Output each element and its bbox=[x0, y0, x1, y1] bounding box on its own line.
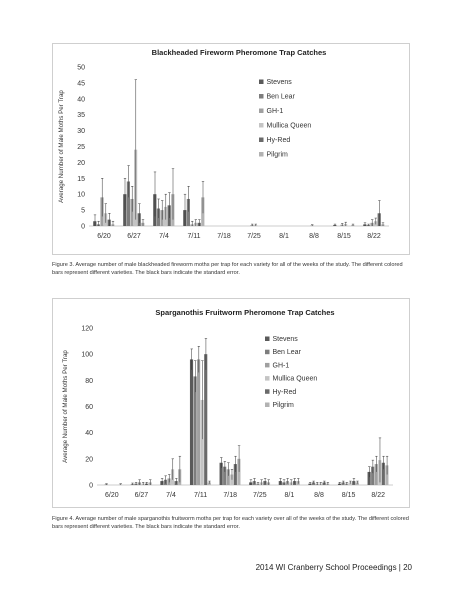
legend-label: Mullica Queen bbox=[266, 122, 312, 130]
bar-ben-lear-7-11 bbox=[193, 376, 196, 485]
x-tick-label: 6/20 bbox=[97, 233, 111, 240]
chart-sparganothis-fruitworm bbox=[52, 298, 410, 508]
y-tick-label: 50 bbox=[77, 64, 85, 72]
legend-label: GH-1 bbox=[272, 362, 290, 370]
legend-label: Hy-Red bbox=[266, 137, 291, 144]
legend-label: Hy-Red bbox=[272, 388, 297, 396]
legend-label: Pilgrim bbox=[272, 402, 294, 409]
legend-swatch bbox=[259, 80, 264, 85]
x-tick-label: 7/4 bbox=[159, 233, 169, 240]
y-tick-label: 5 bbox=[81, 207, 85, 215]
x-tick-label: 8/1 bbox=[279, 233, 289, 240]
x-tick-label: 7/25 bbox=[252, 492, 267, 499]
y-tick-label: 20 bbox=[85, 456, 93, 464]
y-tick-label: 40 bbox=[77, 96, 85, 104]
y-tick-label: 40 bbox=[85, 430, 93, 438]
legend-label: Stevens bbox=[266, 79, 292, 86]
y-axis-label: Average Number of Male Moths Per Trap bbox=[62, 350, 69, 463]
legend-swatch bbox=[259, 94, 264, 99]
y-tick-label: 10 bbox=[77, 191, 85, 199]
chart-title: Blackheaded Fireworm Pheromone Trap Catches bbox=[151, 48, 327, 57]
x-tick-label: 7/18 bbox=[223, 492, 238, 499]
x-tick-label: 8/1 bbox=[284, 492, 295, 499]
bar-stevens-7-11 bbox=[190, 359, 193, 485]
figure4-caption: Figure 4. Average number of male sparganothis fruitworm moths per trap for each variety over all of the weeks of the study. The different colored bars represent different varieties. The black bars indicate the standard error. bbox=[52, 516, 409, 530]
x-tick-label: 6/27 bbox=[127, 233, 141, 240]
legend-swatch bbox=[265, 403, 270, 408]
legend-label: Ben Lear bbox=[272, 349, 301, 357]
legend-label: Pilgrim bbox=[266, 151, 288, 159]
x-tick-label: 8/15 bbox=[341, 492, 356, 499]
legend-swatch bbox=[259, 152, 264, 157]
y-tick-label: 15 bbox=[77, 175, 85, 183]
chart-title: Sparganothis Fruitworm Pheromone Trap Catches bbox=[155, 308, 335, 317]
y-tick-label: 100 bbox=[81, 351, 93, 359]
y-tick-label: 80 bbox=[85, 377, 93, 385]
x-tick-label: 7/11 bbox=[194, 492, 208, 499]
legend-swatch bbox=[259, 138, 264, 143]
bar-hy-red-7-11 bbox=[204, 354, 207, 485]
legend-label: GH-1 bbox=[266, 108, 284, 115]
legend-swatch bbox=[265, 350, 270, 355]
x-tick-label: 6/20 bbox=[104, 492, 119, 499]
y-tick-label: 60 bbox=[85, 404, 93, 411]
x-tick-label: 7/25 bbox=[247, 233, 261, 240]
legend-swatch bbox=[265, 376, 270, 381]
x-tick-label: 7/18 bbox=[217, 233, 231, 240]
y-tick-label: 30 bbox=[77, 128, 85, 136]
y-tick-label: 120 bbox=[81, 325, 93, 333]
legend-label: Stevens bbox=[272, 336, 298, 343]
legend-label: Mullica Queen bbox=[272, 375, 318, 383]
x-tick-label: 7/4 bbox=[166, 492, 176, 499]
legend-swatch bbox=[259, 123, 264, 128]
x-tick-label: 8/15 bbox=[337, 233, 351, 240]
y-tick-label: 0 bbox=[89, 482, 93, 490]
x-tick-label: 8/22 bbox=[371, 492, 386, 499]
x-tick-label: 6/27 bbox=[134, 492, 149, 499]
y-tick-label: 35 bbox=[77, 112, 85, 120]
y-tick-label: 20 bbox=[77, 159, 85, 167]
chart2-svg bbox=[53, 299, 409, 507]
x-tick-label: 7/11 bbox=[187, 233, 201, 240]
chart1-svg bbox=[53, 44, 409, 254]
page-footer: 2014 WI Cranberry School Proceedings | 20 bbox=[255, 563, 412, 572]
x-tick-label: 8/8 bbox=[314, 492, 324, 499]
legend-label: Ben Lear bbox=[266, 93, 295, 101]
bar-gh-1-7-11 bbox=[197, 359, 200, 485]
legend-swatch bbox=[259, 109, 264, 114]
legend-swatch bbox=[265, 389, 270, 394]
legend-swatch bbox=[265, 337, 270, 342]
legend-swatch bbox=[265, 363, 270, 368]
figure3-caption: Figure 3. Average number of male blackheaded fireworm moths per trap for each variety for all of the weeks of the study. The different colored bars represent different varieties. The black bars indicate the standard error. bbox=[52, 262, 403, 276]
x-tick-label: 8/8 bbox=[309, 233, 319, 240]
y-axis-label: Average Number of Male Moths Per Trap bbox=[58, 90, 65, 203]
y-tick-label: 0 bbox=[81, 223, 85, 231]
y-tick-label: 45 bbox=[77, 80, 85, 88]
chart-blackheaded-fireworm bbox=[52, 43, 410, 255]
x-tick-label: 8/22 bbox=[367, 233, 381, 240]
y-tick-label: 25 bbox=[77, 144, 85, 151]
